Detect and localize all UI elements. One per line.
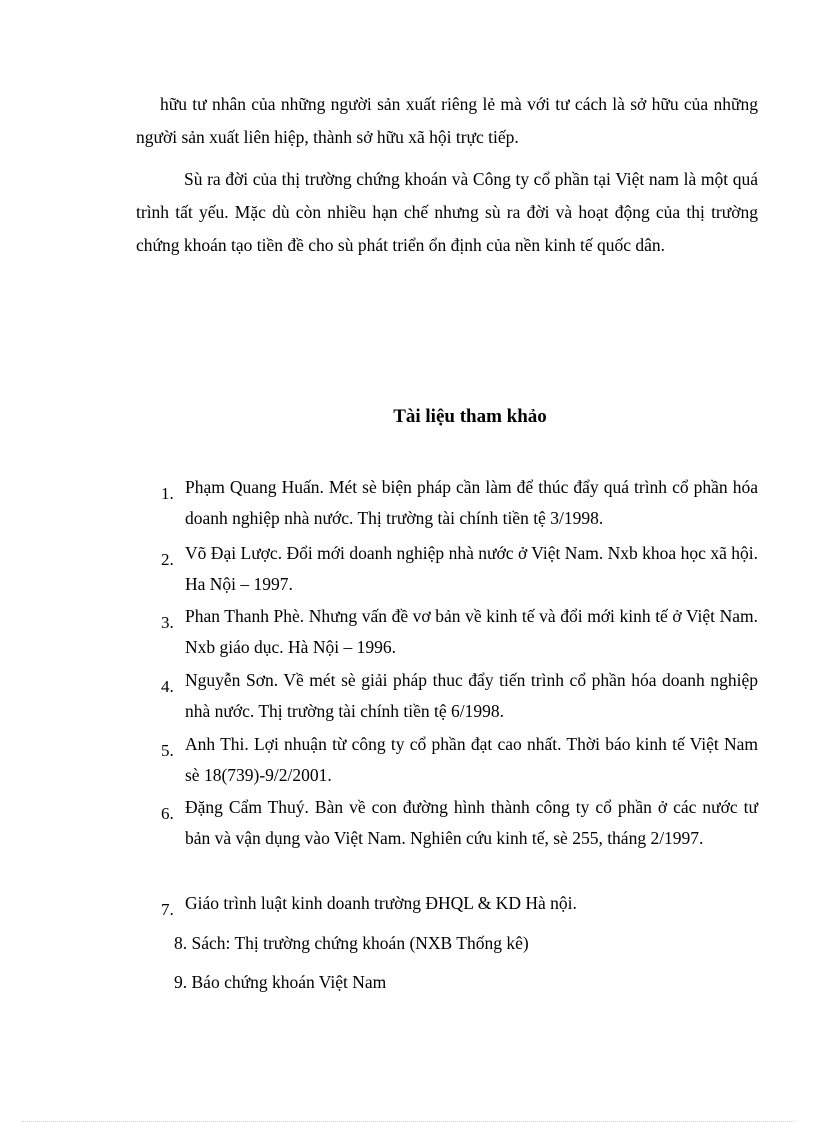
reference-item-4 — [161, 665, 758, 727]
reference-text: Phan Thanh Phè. Nhưng vấn đề vơ bản về kinh tế và đổi mới kinh tế ở Việt Nam. Nxb giáo dục. Hà Nội – 1996. — [185, 606, 758, 657]
reference-number: 3. — [161, 613, 174, 632]
reference-item-9: 9. Báo chứng khoán Việt Nam — [174, 972, 387, 992]
reference-number: 2. — [161, 550, 174, 569]
reference-number: 6. — [161, 804, 174, 823]
references-heading: Tài liệu tham khảo — [393, 406, 547, 427]
reference-text: Anh Thi. Lợi nhuận từ công ty cổ phần đạt cao nhất. Thời báo kinh tế Việt Nam sè 18(739)-9/2/2001. — [185, 734, 776, 785]
reference-item-3 — [161, 601, 758, 663]
reference-item-1 — [161, 472, 758, 534]
reference-item-8: 8. Sách: Thị trường chứng khoán (NXB Thống kê) — [174, 933, 529, 953]
reference-text: Phạm Quang Huấn. Mét sè biện pháp cần làm để thúc đẩy quá trình cổ phần hóa doanh nghiệp nhà nước. Thị trường tài chính tiền tệ 3/1998. — [185, 477, 758, 528]
reference-item-6 — [161, 792, 758, 854]
reference-text: Nguyễn Sơn. Về mét sè giải pháp thuc đẩy tiến trình cổ phần hóa doanh nghiệp nhà nước. Thị trường tài chính tiền tệ 6/1998. — [185, 670, 758, 721]
reference-number: 5. — [161, 741, 174, 760]
reference-item-5 — [161, 729, 776, 791]
body-paragraph-1: hữu tư nhân của những người sản xuất riêng lẻ mà với tư cách là sở hữu của những người sản xuất liên hiệp, thành sở hữu xã hội trực tiếp. — [136, 94, 758, 147]
reference-text: Võ Đại Lược. Đổi mới doanh nghiệp nhà nước ở Việt Nam. Nxb khoa học xã hội. Ha Nội – 1997. — [185, 543, 758, 594]
reference-item-2 — [161, 538, 758, 600]
reference-number: 4. — [161, 677, 174, 696]
page-bottom-divider — [22, 1121, 794, 1122]
reference-number: 1. — [161, 484, 174, 503]
reference-text: Đặng Cẩm Thuý. Bàn về con đường hình thành công ty cổ phần ở các nước tư bản và vận dụng vào Việt Nam. Nghiên cứu kinh tế, sè 255, tháng 2/1997. — [185, 797, 758, 848]
reference-item-7 — [161, 888, 758, 919]
reference-number: 7. — [161, 900, 174, 919]
body-paragraph-2: Sù ra đời của thị trường chứng khoán và Công ty cổ phần tại Việt nam là một quá trình tất yếu. Mặc dù còn nhiều hạn chế nhưng sù ra đời và hoạt động của thị trường chứng khoán tạo tiền đề cho sù phát triển ổn định của nền kinh tế quốc dân. — [136, 169, 758, 255]
reference-text: Giáo trình luật kinh doanh trường ĐHQL & KD Hà nội. — [185, 893, 577, 913]
